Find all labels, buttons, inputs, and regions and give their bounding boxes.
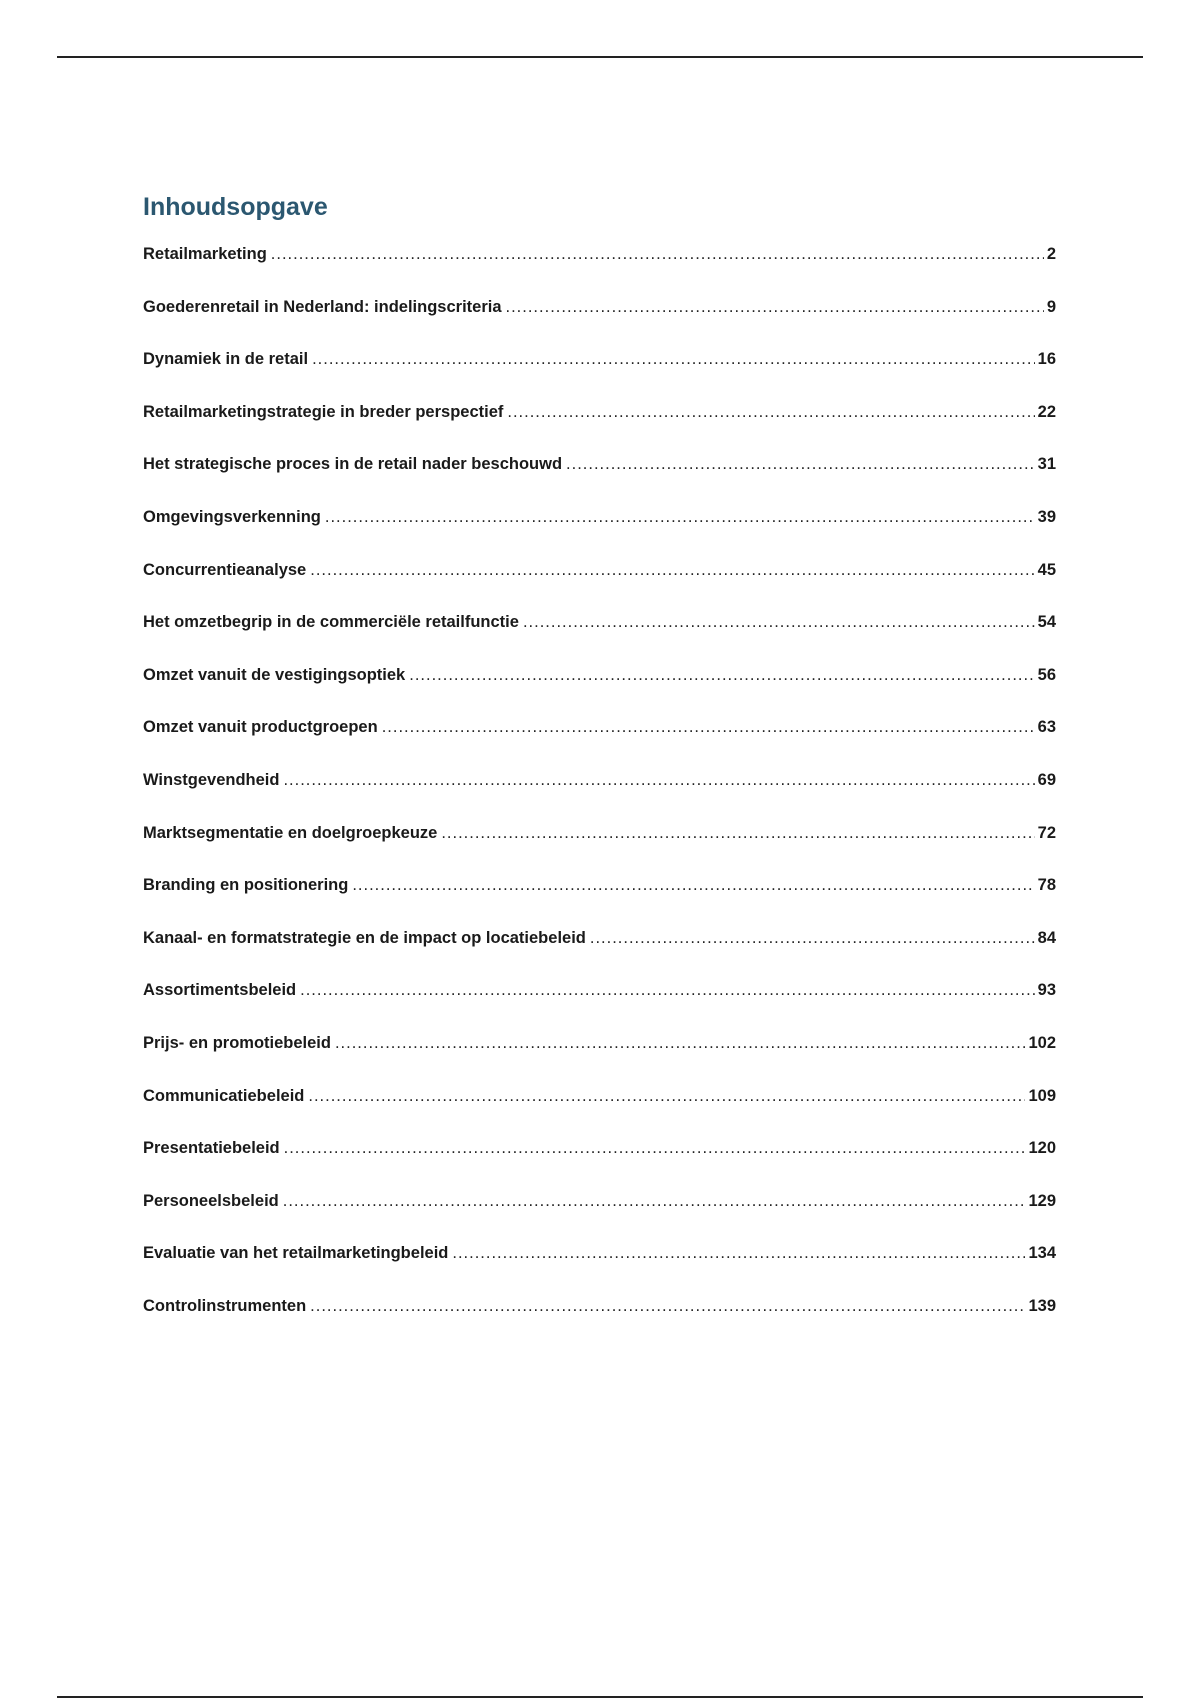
dot-leader — [382, 717, 1035, 737]
toc-entry-label: Omzet vanuit de vestigingsoptiek — [143, 665, 406, 684]
toc-entry-page-number: 2 — [1046, 245, 1056, 263]
toc-entry-label: Controlinstrumenten — [143, 1296, 307, 1315]
dot-leader — [441, 823, 1034, 843]
dot-leader — [300, 980, 1035, 1000]
toc-entry-page-number: 109 — [1028, 1086, 1056, 1105]
footer-rule — [57, 1696, 1143, 1698]
toc-entry[interactable] — [143, 823, 1056, 876]
toc-entry-label: Presentatiebeleid — [143, 1139, 280, 1158]
toc-entry[interactable] — [143, 1296, 1056, 1349]
dot-leader — [352, 875, 1034, 895]
toc-entry[interactable] — [143, 875, 1056, 928]
toc-entry[interactable] — [143, 507, 1056, 560]
toc-entry[interactable] — [143, 1086, 1056, 1139]
table-of-contents — [143, 192, 1056, 1348]
toc-entry[interactable] — [143, 980, 1056, 1033]
toc-entry-label: Omgevingsverkenning — [143, 507, 321, 526]
dot-leader — [409, 665, 1034, 685]
dot-leader — [310, 1296, 1025, 1316]
toc-entry-page-number: 63 — [1037, 718, 1056, 737]
dot-leader — [310, 560, 1034, 580]
toc-entry-page-number: 16 — [1037, 350, 1056, 369]
dot-leader — [507, 402, 1034, 422]
toc-entry-page-number: 139 — [1028, 1296, 1056, 1315]
header-rule — [57, 56, 1143, 58]
toc-entry-page-number: 31 — [1037, 455, 1056, 474]
dot-leader — [325, 507, 1035, 527]
toc-entry-label: Dynamiek in de retail — [143, 350, 309, 369]
toc-entry[interactable] — [143, 928, 1056, 981]
dot-leader — [271, 244, 1044, 264]
toc-entry-label: Het strategische proces in de retail nader beschouwd — [143, 455, 563, 474]
toc-entry[interactable] — [143, 1033, 1056, 1086]
toc-entry-page-number: 93 — [1037, 981, 1056, 1000]
toc-entry-label: Assortimentsbeleid — [143, 981, 297, 1000]
dot-leader — [590, 928, 1035, 948]
toc-entry-label: Evaluatie van het retailmarketingbeleid — [143, 1244, 449, 1263]
toc-entry-label: Het omzetbegrip in de commerciële retailfunctie — [143, 613, 519, 632]
toc-entry-page-number: 54 — [1037, 613, 1056, 632]
toc-entry[interactable] — [143, 1138, 1056, 1191]
toc-entry-page-number: 120 — [1028, 1139, 1056, 1158]
toc-entry-page-number: 39 — [1037, 507, 1056, 526]
toc-entry-label: Marktsegmentatie en doelgroepkeuze — [143, 823, 438, 842]
toc-entry-label: Personeelsbeleid — [143, 1191, 279, 1210]
toc-entry-page-number: 84 — [1037, 928, 1056, 947]
toc-entry-label: Concurrentieanalyse — [143, 560, 307, 579]
toc-entry[interactable] — [143, 717, 1056, 770]
toc-title: Inhoudsopgave — [143, 193, 328, 221]
toc-entry-page-number: 72 — [1037, 823, 1056, 842]
toc-entry[interactable] — [143, 1191, 1056, 1244]
toc-entry-label: Goederenretail in Nederland: indelingscriteria — [143, 297, 502, 316]
toc-entry-page-number: 134 — [1028, 1244, 1056, 1263]
toc-entry[interactable] — [143, 454, 1056, 507]
toc-entry-label: Winstgevendheid — [143, 770, 280, 789]
dot-leader — [452, 1243, 1025, 1263]
toc-entry[interactable] — [143, 560, 1056, 613]
toc-entry-label: Prijs- en promotiebeleid — [143, 1033, 331, 1052]
toc-entry[interactable] — [143, 349, 1056, 402]
dot-leader — [566, 454, 1035, 474]
toc-entry-page-number: 56 — [1037, 665, 1056, 684]
toc-entry-label: Retailmarketing — [143, 245, 267, 263]
toc-entry-label: Omzet vanuit productgroepen — [143, 718, 378, 737]
toc-entry[interactable] — [143, 297, 1056, 350]
toc-entry[interactable] — [143, 770, 1056, 823]
toc-entry-page-number: 78 — [1037, 876, 1056, 895]
dot-leader — [308, 1086, 1025, 1106]
toc-entry-page-number: 129 — [1028, 1191, 1056, 1210]
toc-entry[interactable] — [143, 402, 1056, 455]
toc-entry[interactable] — [143, 1243, 1056, 1296]
dot-leader — [335, 1033, 1026, 1053]
toc-entry-label: Branding en positionering — [143, 876, 349, 895]
toc-entry-label: Retailmarketingstrategie in breder perspectief — [143, 402, 504, 421]
toc-entry-label: Kanaal- en formatstrategie en de impact op locatiebeleid — [143, 928, 586, 947]
toc-entry-page-number: 22 — [1037, 402, 1056, 421]
toc-entry-page-number: 69 — [1037, 770, 1056, 789]
toc-list — [143, 244, 1056, 1348]
toc-entry[interactable] — [143, 665, 1056, 718]
dot-leader — [283, 1191, 1026, 1211]
dot-leader — [523, 612, 1035, 632]
toc-entry-page-number: 102 — [1028, 1033, 1056, 1052]
toc-entry-page-number: 9 — [1046, 297, 1056, 316]
toc-entry[interactable] — [143, 612, 1056, 665]
toc-entry[interactable] — [143, 244, 1056, 297]
toc-entry-page-number: 45 — [1037, 560, 1056, 579]
dot-leader — [312, 349, 1035, 369]
dot-leader — [284, 1138, 1026, 1158]
dot-leader — [506, 297, 1044, 317]
dot-leader — [283, 770, 1034, 790]
toc-entry-label: Communicatiebeleid — [143, 1086, 305, 1105]
